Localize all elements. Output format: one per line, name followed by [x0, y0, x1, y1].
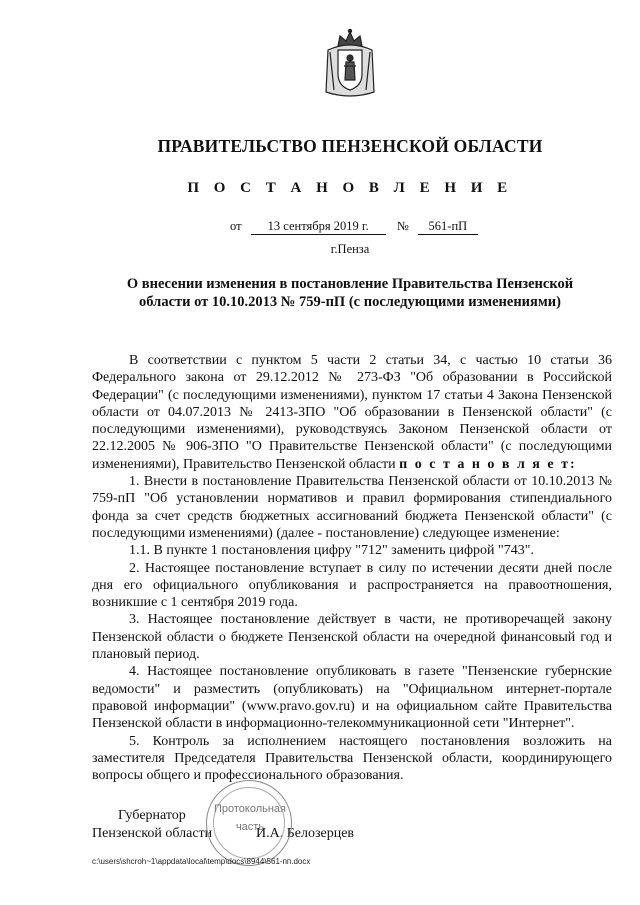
- preamble-paragraph: [92, 352, 612, 473]
- document-number: 561-пП: [418, 219, 478, 235]
- document-date: 13 сентября 2019 г.: [251, 219, 386, 235]
- date-prefix: от: [230, 219, 242, 233]
- signatory-title-line1: Губернатор: [118, 808, 186, 823]
- government-title: ПРАВИТЕЛЬСТВО ПЕНЗЕНСКОЙ ОБЛАСТИ: [157, 136, 543, 156]
- document-body: [92, 352, 612, 784]
- coat-of-arms-icon: [322, 28, 378, 100]
- city: г.Пенза: [330, 242, 370, 256]
- signatory-name: И.А. Белозерцев: [256, 826, 355, 841]
- document-type: П О С Т А Н О В Л Е Н И Е: [187, 180, 513, 196]
- paragraph-1: 1. Внести в постановление Правительства Пензенской области от 10.10.2013 № 759-пП "Об установлении нормативов и правил формирования стипендиального фонда за счет средств бюджетных ассигнований бюджета Пензенской области" (с последующими изменениями) (далее - постановление) следующее изменение:: [92, 474, 612, 541]
- preamble-text: В соответствии с пунктом 5 части 2 статьи 34, с частью 10 статьи 36 Федерального закона от 29.12.2012 № 273-ФЗ "Об образовании в Российской Федерации" (с последующими изменениями), пунктом 17 статьи 4 Закона Пензенской области от 04.07.2013 № 2413-ЗПО "Об образовании в Пензенской области" (с последующими изменениями), руководствуясь Законом Пензенской области от 22.12.2005 № 906-ЗПО "О Правительстве Пензенской области" (с последующими изменениями), Правительство Пензенской области: [92, 353, 612, 472]
- stamp-text-line2: часть: [235, 821, 265, 833]
- signatory-title-line2: Пензенской области: [92, 826, 213, 841]
- dateline: [230, 219, 478, 235]
- paragraph-3: 3. Настоящее постановление действует в части, не противоречащей закону Пензенской области о бюджете Пензенской области на очередной финансовый год и плановый период.: [92, 612, 612, 663]
- stamp-text-line1: Протокольная: [213, 803, 287, 815]
- resolves-word: п о с т а н о в л я е т:: [399, 456, 577, 472]
- paragraph-2: 2. Настоящее постановление вступает в силу по истечении десяти дней после дня его официального опубликования и распространяется на правоотношения, возникшие с 1 сентября 2019 года.: [92, 560, 612, 611]
- number-prefix: №: [396, 219, 409, 233]
- paragraph-4: 4. Настоящее постановление опубликовать в газете "Пензенские губернские ведомости" и разместить (опубликовать) на "Официальном интернет-портале правовой информации" (www.pravo.gov.ru) и на официальном сайте Правительства Пензенской области в информационно-телекоммуникационной сети "Интернет".: [92, 664, 612, 732]
- protocol-stamp: [206, 780, 292, 866]
- paragraph-5: 5. Контроль за исполнением настоящего постановления возложить на заместителя Председателя Правительства Пензенской области, координирующего вопросы общего и профессионального образования.: [92, 733, 612, 784]
- document-subject: О внесении изменения в постановление Правительства Пензенской области от 10.10.2013 № 759-пП (с последующими изменениями): [126, 276, 574, 310]
- paragraph-1-1: 1.1. В пункте 1 постановления цифру "712" заменить цифрой "743".: [129, 543, 534, 559]
- file-path: c:\users\shcroh~1\appdata\local\temp\docs\8944\561-пп.docx: [92, 857, 311, 866]
